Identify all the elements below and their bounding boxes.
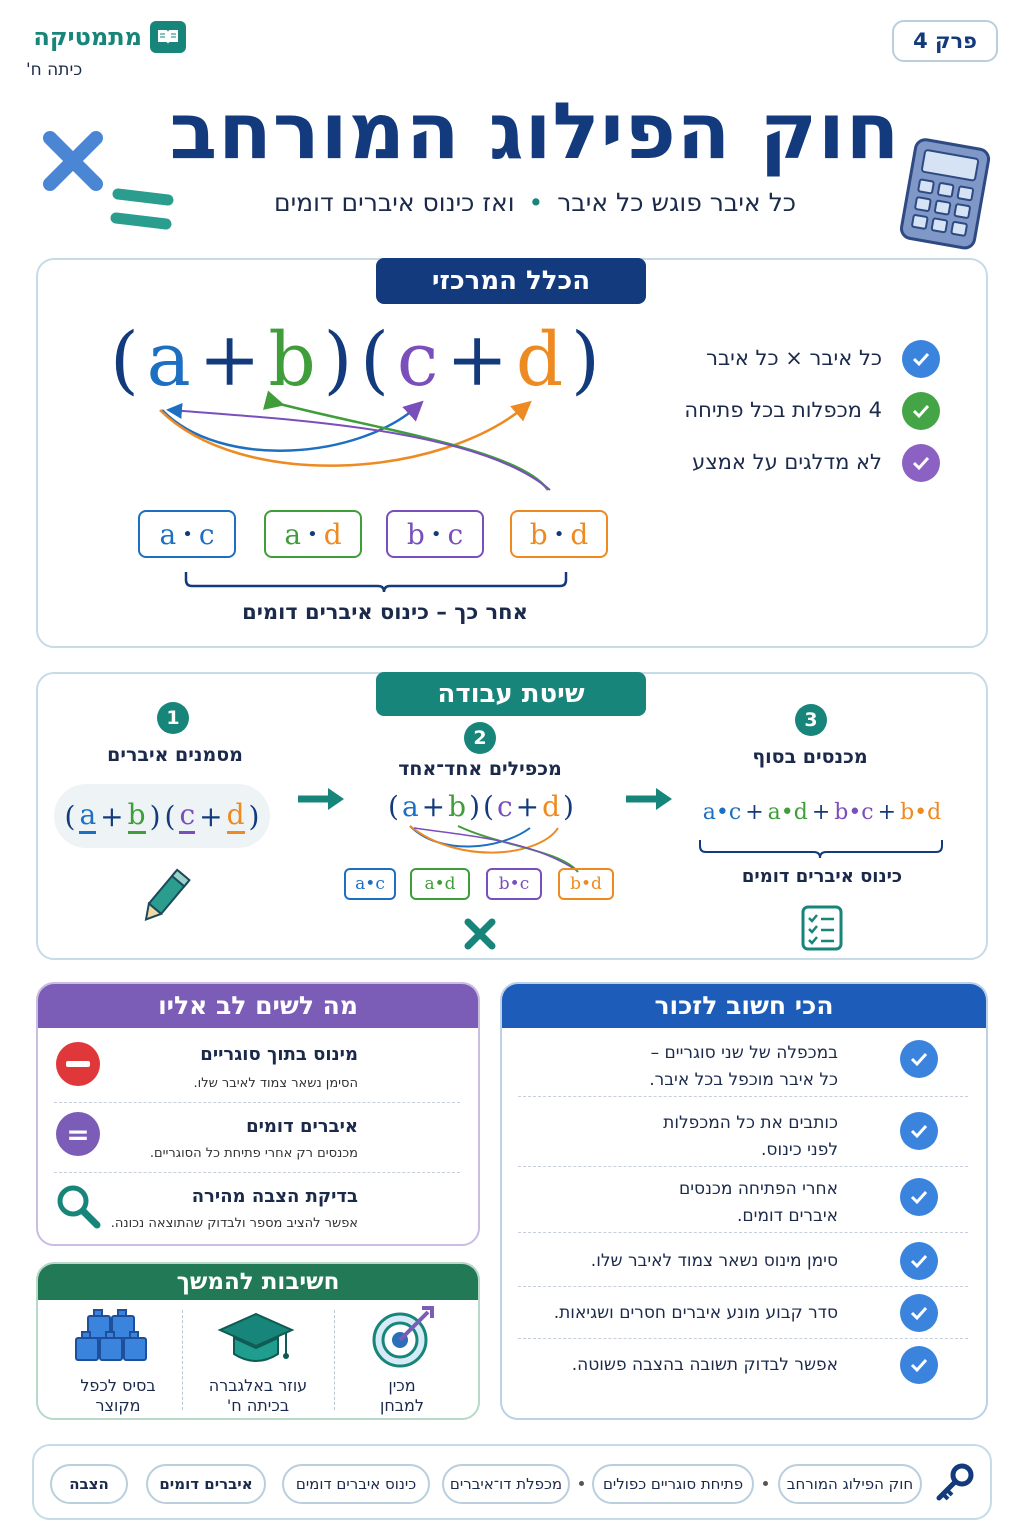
equals-icon: =	[56, 1112, 100, 1156]
importance-header: חשיבות להמשך	[38, 1264, 478, 1300]
step-1-number: 1	[157, 702, 189, 734]
minus-icon	[56, 1042, 100, 1086]
tag-like-terms[interactable]: איברים דומים	[146, 1464, 266, 1504]
divider	[518, 1286, 968, 1287]
check-circle-icon	[900, 1294, 938, 1332]
magnifier-icon	[54, 1182, 102, 1230]
remember-items	[500, 1026, 988, 1420]
divider	[518, 1338, 968, 1339]
method-header: שיטת עבודה	[376, 672, 646, 716]
subtitle-part2: ואז כינוס איברים דומים	[273, 188, 515, 217]
check-circle-icon	[900, 1242, 938, 1280]
plus-2: +	[446, 317, 509, 403]
central-bullet-1: כל איבר × כל איבר	[706, 346, 882, 370]
paren-close-1: )	[323, 317, 353, 403]
step-3-title: מכנסים בסוף	[752, 746, 868, 768]
central-rule-header: הכלל המרכזי	[376, 258, 646, 304]
checklist-icon	[800, 904, 844, 952]
step-2-number: 2	[464, 722, 496, 754]
check-circle-icon	[902, 444, 940, 482]
term-a: a	[146, 317, 191, 403]
small-product-bc: b•c	[486, 868, 542, 900]
tag-double-brackets[interactable]: פתיחת סוגריים כפולים	[592, 1464, 754, 1504]
product-ac: a • c	[138, 510, 236, 558]
paren-close-2: )	[571, 317, 600, 403]
step-1-title: מסמנים איברים	[107, 744, 243, 766]
term-d: d	[515, 317, 564, 403]
importance-3-line2: מקוצר	[95, 1396, 141, 1415]
attention-desc-1: הסימן נשאר צמוד לאיבר שלו.	[193, 1076, 358, 1091]
check-circle-icon	[900, 1346, 938, 1384]
paren-open-1: (	[110, 317, 139, 403]
divider	[54, 1102, 460, 1103]
subtitle-separator: •	[528, 188, 544, 217]
importance-3-line1: בסיס לכפל	[80, 1376, 156, 1395]
importance-items	[36, 1298, 480, 1420]
attention-title-1: מינוס בתוך סוגריים	[200, 1044, 358, 1065]
divider	[182, 1310, 183, 1410]
step-3-note: כינוס איברים דומים	[741, 866, 903, 887]
tag-combining-terms[interactable]: כינוס איברים דומים	[282, 1464, 430, 1504]
blocks-icon	[72, 1304, 150, 1368]
attention-title-2: איברים דומים	[246, 1116, 358, 1137]
check-circle-icon	[902, 392, 940, 430]
step-2-expression: ( a + b ) ( c + d )	[388, 789, 574, 823]
remember-header: הכי חשוב לזכור	[502, 984, 986, 1028]
importance-2-line2: בכיתה ח'	[226, 1396, 290, 1415]
divider	[518, 1096, 968, 1097]
tag-substitution[interactable]: הצבה	[50, 1464, 128, 1504]
subtitle-part1: כל איבר פוגש כל איבר	[557, 188, 797, 217]
check-circle-icon	[902, 340, 940, 378]
attention-title-3: בדיקת הצבה מהירה	[191, 1186, 358, 1207]
central-bullet-3: לא מדלגים על אמצע	[692, 450, 882, 474]
attention-desc-3: אפשר להציב מספר ולבדוק שהתוצאה נכונה.	[110, 1216, 358, 1231]
brand-subject: מתמטיקה	[33, 23, 142, 51]
remember-item-4: סימן מינוס נשאר צמוד לאיבר שלו.	[590, 1251, 838, 1271]
check-circle-icon	[900, 1178, 938, 1216]
small-product-ad: a•d	[410, 868, 470, 900]
tag-separator	[579, 1481, 584, 1486]
remember-item-2: כותבים את כל המכפלות לפני כינוס.	[663, 1113, 838, 1160]
graduation-cap-icon	[216, 1308, 296, 1372]
central-bullet-2: 4 מכפלות בכל פתיחה	[684, 398, 882, 422]
tag-distributive-law[interactable]: חוק הפילוג המורחב	[778, 1464, 922, 1504]
tags-bar	[32, 1444, 992, 1520]
step-3-number: 3	[795, 704, 827, 736]
term-c: c	[396, 317, 439, 403]
remember-item-5: סדר קבוע מונע איברים חסרים ושגיאות.	[553, 1303, 838, 1323]
remember-item-1: במכפלה של שני סוגריים – כל איבר מוכפל בכל איבר.	[649, 1043, 838, 1090]
arrow-right-icon	[624, 784, 674, 814]
paren-open-2: (	[360, 317, 390, 403]
tag-separator	[763, 1481, 768, 1486]
attention-desc-2: מכנסים רק אחרי פתיחת כל הסוגריים.	[149, 1146, 358, 1161]
importance-1-line2: למבחן	[379, 1396, 425, 1415]
importance-2-line1: עוזר באלגברה	[208, 1376, 308, 1395]
chapter-badge: פרק 4	[892, 20, 998, 62]
combine-note: אחר כך – כינוס איברים דומים	[242, 600, 528, 624]
divider	[54, 1172, 460, 1173]
product-ad: a • d	[264, 510, 362, 558]
product-bc: b • c	[386, 510, 484, 558]
importance-1-line1: מכין	[388, 1376, 416, 1395]
brand-grade: כיתה ח'	[26, 60, 83, 80]
key-icon	[934, 1462, 976, 1504]
small-product-bd: b•d	[558, 868, 614, 900]
central-bullets	[640, 336, 940, 496]
check-circle-icon	[900, 1040, 938, 1078]
arrow-right-icon	[296, 784, 346, 814]
divider	[518, 1232, 968, 1233]
term-b: b	[268, 317, 316, 403]
plus-1: +	[198, 317, 261, 403]
small-product-ac: a•c	[344, 868, 396, 900]
pencil-icon	[134, 866, 194, 930]
check-circle-icon	[900, 1112, 938, 1150]
tag-binomial-product[interactable]: מכפלת דו־איברים	[442, 1464, 570, 1504]
attention-header: מה לשים לב אליו	[38, 984, 478, 1028]
step-1-expression: ( a + b ) ( c + d )	[54, 784, 270, 848]
divider	[518, 1166, 968, 1167]
target-icon	[370, 1304, 436, 1370]
attention-items	[36, 1026, 480, 1246]
product-bd: b • d	[510, 510, 608, 558]
step-2-title: מכפילים אחד־אחד	[398, 758, 562, 780]
divider	[334, 1310, 335, 1410]
sum-brace	[698, 838, 948, 862]
remember-item-6: אפשר לבדוק תשובה בהצבה פשוטה.	[571, 1355, 838, 1375]
step-3-sum: a•c + a•d + b•c + b•d	[702, 800, 942, 825]
page-title: חוק הפילוג המורחב	[169, 87, 901, 177]
remember-item-3: אחרי הפתיחה מכנסים איברים דומים.	[678, 1179, 838, 1226]
multiply-small-icon	[462, 916, 498, 952]
